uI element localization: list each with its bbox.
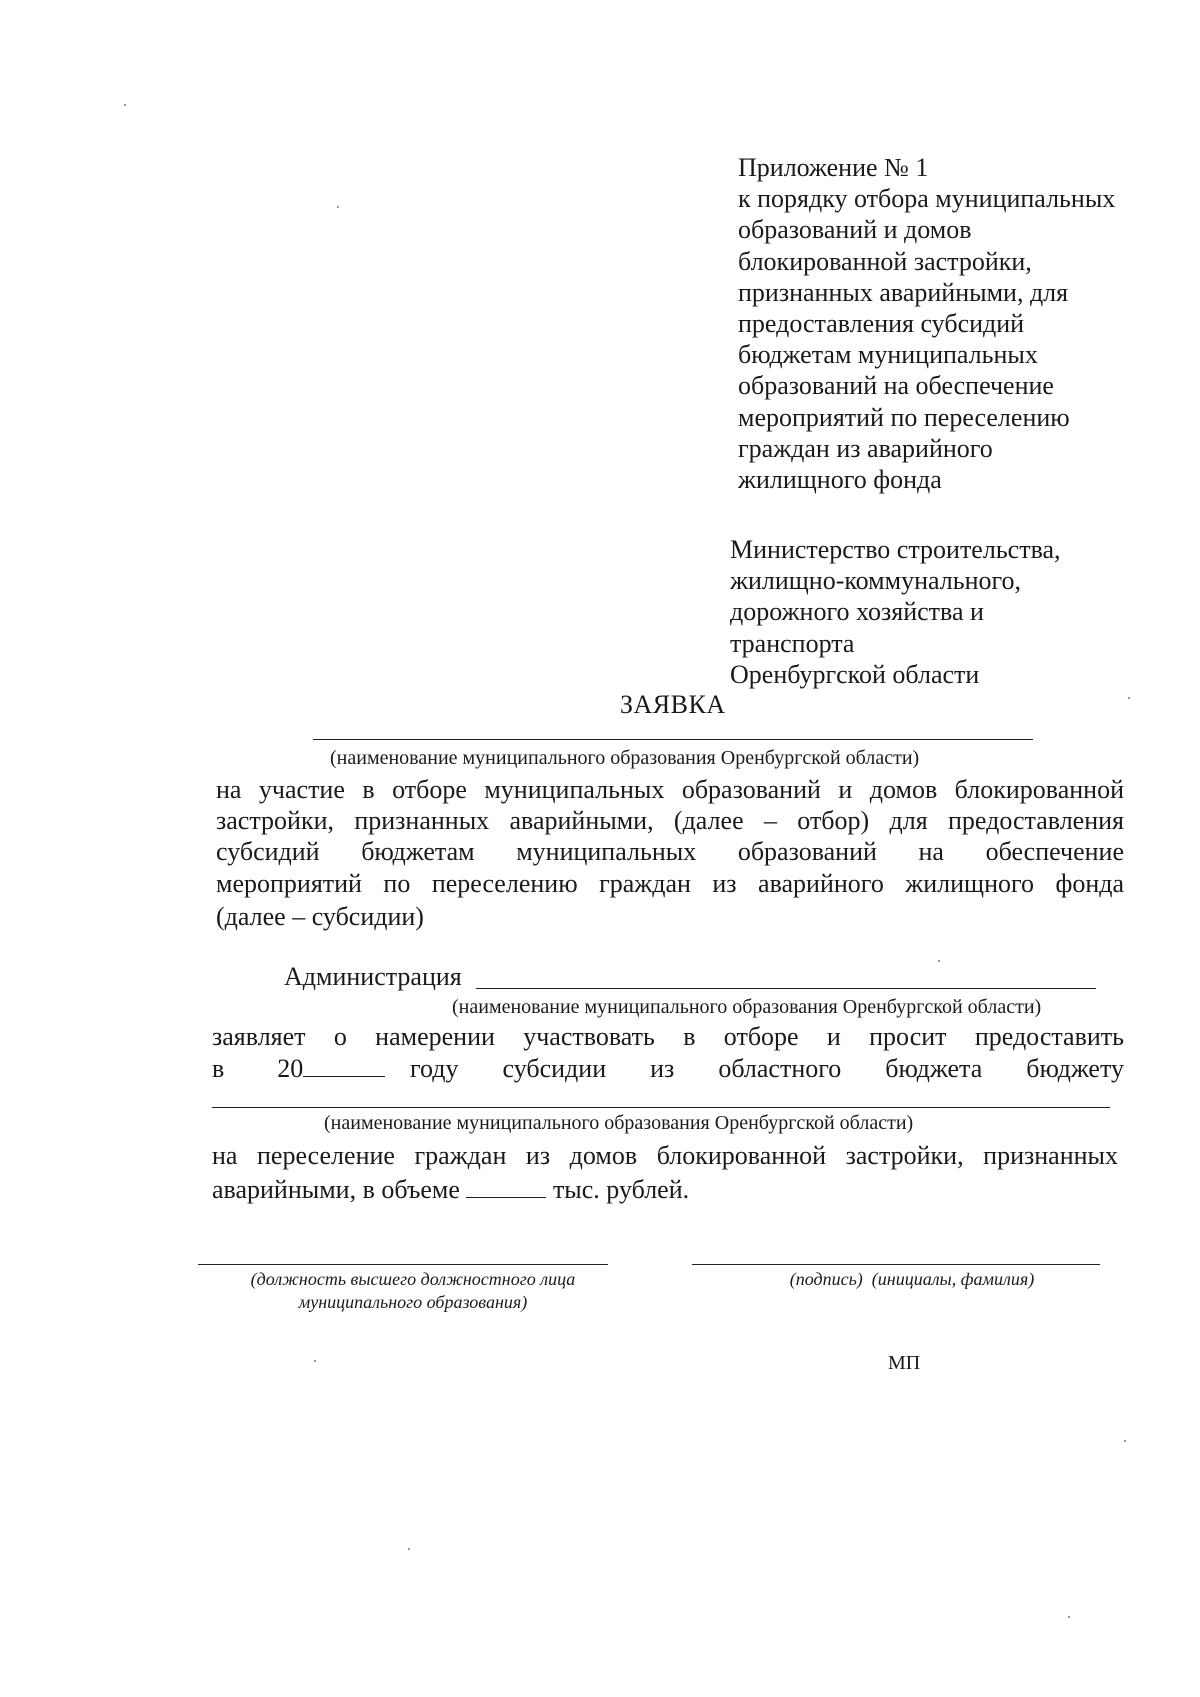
addressee-block [730, 534, 1170, 690]
municipality-caption: (наименование муниципального образования Оренбургской области) [324, 1112, 914, 1134]
position-caption-line: (должность высшего должностного лица [250, 1269, 576, 1289]
signature-line[interactable] [692, 1264, 1100, 1265]
amount-field[interactable] [466, 1175, 546, 1198]
administration-name-field[interactable] [476, 988, 1096, 989]
appendix-header [738, 152, 1178, 495]
purpose-line: (далее – субсидии) [216, 902, 424, 931]
amount-suffix: тыс. рублей. [552, 1175, 690, 1204]
scan-speck [1068, 1616, 1070, 1618]
appendix-line: жилищного фонда [738, 465, 942, 495]
addressee-line: дорожного хозяйства и [730, 597, 984, 627]
appendix-line: к порядку отбора муниципальных [738, 184, 1116, 214]
position-caption [198, 1268, 628, 1314]
purpose-line: на участие в отборе муниципальных образований и домов блокированной [216, 775, 1124, 804]
purpose-line: застройки, признанных аварийными, (далее – отбор) для предоставления [216, 806, 1124, 835]
appendix-line: граждан из аварийного [738, 433, 993, 463]
purpose-line: субсидий бюджетам муниципальных образований на обеспечение [216, 837, 1124, 866]
purpose-line: мероприятий по переселению граждан из аварийного жилищного фонда [216, 869, 1124, 898]
signature-caption: (подпись) (инициалы, фамилия) [789, 1269, 1035, 1289]
scan-speck [314, 1360, 316, 1362]
scan-speck [408, 1548, 410, 1550]
year-field[interactable] [303, 1054, 385, 1077]
addressee-line: Министерство строительства, [730, 535, 1061, 564]
appendix-line: мероприятий по переселению [738, 402, 1070, 432]
municipality-caption: (наименование муниципального образования Оренбургской области) [452, 996, 1042, 1018]
addressee-line: Оренбургской области [730, 659, 980, 689]
scan-speck [337, 206, 339, 208]
position-signature-line[interactable] [198, 1264, 608, 1265]
declaration-prefix: в [212, 1054, 225, 1083]
municipality-caption: (наименование муниципального образования Оренбургской области) [330, 747, 920, 769]
resettlement-line: на переселение граждан из домов блокированной застройки, признанных [212, 1141, 1118, 1170]
document-title: ЗАЯВКА [620, 690, 726, 719]
appendix-line: блокированной застройки, [738, 246, 1032, 276]
position-caption-line: муниципального образования) [298, 1292, 528, 1312]
declaration-words: году субсидии из областного бюджета бюджету [410, 1054, 1124, 1083]
addressee-line: жилищно-коммунального, [730, 566, 1022, 596]
year-prefix: 20 [277, 1054, 304, 1083]
appendix-line: бюджетам муниципальных [738, 340, 1038, 370]
addressee-line: транспорта [730, 628, 855, 658]
declaration-year-line [212, 1053, 1124, 1085]
scan-speck [124, 104, 126, 106]
appendix-line: признанных аварийными, для [738, 277, 1069, 307]
appendix-line: образований и домов [738, 215, 972, 245]
municipality-name-field[interactable] [313, 739, 1033, 740]
administration-label: Администрация [284, 962, 462, 991]
appendix-line: предоставления субсидий [738, 309, 1025, 339]
budget-recipient-field[interactable] [212, 1107, 1110, 1108]
scan-speck [1124, 1440, 1126, 1442]
declaration-line: заявляет о намерении участвовать в отборе и просит предоставить [212, 1022, 1124, 1051]
amount-prefix: аварийными, в объеме [212, 1175, 460, 1204]
resettlement-amount-line [212, 1174, 689, 1206]
appendix-line: образований на обеспечение [738, 371, 1054, 401]
scan-speck [1128, 697, 1130, 699]
scan-speck [938, 960, 940, 962]
stamp-placeholder: МП [888, 1352, 921, 1374]
appendix-line: Приложение № 1 [738, 153, 929, 182]
